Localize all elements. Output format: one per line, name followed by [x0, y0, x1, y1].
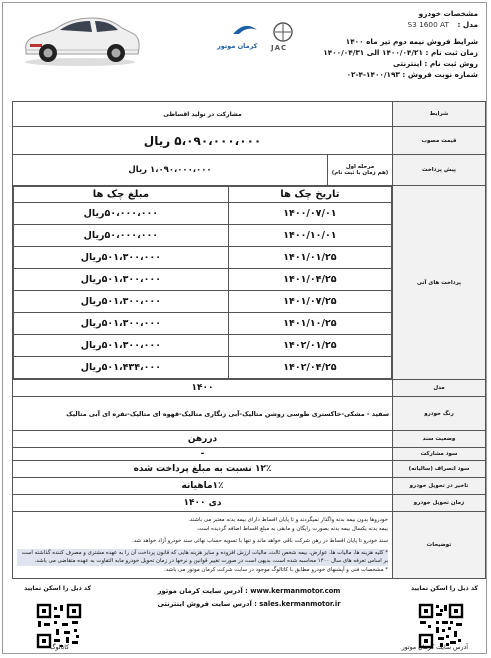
notes-label: توضیحات	[393, 512, 486, 579]
table-row	[14, 247, 392, 269]
header-info	[278, 8, 478, 80]
car-image	[18, 6, 143, 68]
check-date: ۱۴۰۲/۰۱/۲۵	[228, 335, 391, 357]
qr-code-site[interactable]	[418, 603, 464, 649]
check-amount: ۵۰۱،۳۰۰،۰۰۰ریال	[14, 269, 229, 291]
col-amount-header: مبلغ چک ها	[14, 187, 229, 203]
table-row	[14, 291, 392, 313]
prepay-cell	[13, 155, 393, 186]
profit-label: سود مشارکت	[393, 448, 486, 461]
checks-table	[13, 186, 392, 379]
color-value: سفید - مشکی-خاکستری طوسی روشن متالیک-آبی زنگاری متالیک-قهوه ای متالیک-نقره ای آبی متالیک	[13, 397, 393, 431]
spec-table	[12, 101, 486, 579]
model-value: S3 1600 AT	[407, 20, 449, 29]
note-item: بیمه بدنه یکسال بیمه بدنه بصورت رایگان و مابقی به مبلغ اقساط اضافه گردیده است.	[196, 525, 388, 532]
prepay-value: ۱،۰۹۰،۰۰۰،۰۰۰ ریال	[128, 165, 212, 175]
check-amount: ۵۰۱،۴۳۴،۰۰۰ریال	[14, 357, 229, 379]
col-date-header: تاریخ چک ها	[228, 187, 391, 203]
annual-profit-label: سود انصراف (سالیانه)	[393, 461, 486, 478]
sale-conditions-line: شرایط فروش نیمه دوم تیر ماه ۱۴۰۰	[345, 37, 478, 46]
check-amount: ۵۰۱،۳۰۰،۰۰۰ریال	[14, 335, 229, 357]
check-date: ۱۴۰۱/۰۱/۲۵	[228, 247, 391, 269]
price-value: ۵،۰۹۰،۰۰۰،۰۰۰ ریال	[13, 127, 393, 155]
scan-left-caption: کد ذیل را اسکن نمایید	[24, 585, 92, 592]
qr-catalog-caption: کاتالوگ	[50, 644, 70, 651]
model-line	[278, 19, 478, 30]
docs-value: دررهن	[13, 431, 393, 448]
qr-code-catalog[interactable]	[36, 603, 82, 649]
model-year-value: ۱۴۰۰	[13, 380, 393, 397]
check-amount: ۵۰۱،۳۰۰،۰۰۰ریال	[14, 247, 229, 269]
stage-sub: (هم زمان با ثبت نام)	[331, 170, 389, 176]
stage-label: مرحله اول	[345, 164, 375, 170]
qr-code-icon	[418, 603, 464, 649]
check-amount: ۵۰،۰۰۰،۰۰۰ریال	[14, 225, 229, 247]
site-link[interactable]: www.kermanmotor.com : آدرس سایت کرمان موتور	[157, 587, 341, 595]
installments-label: پرداخت های آتی	[393, 186, 486, 380]
brand-jac-label: JAC	[271, 44, 288, 52]
check-date: ۱۴۰۱/۱۰/۲۵	[228, 313, 391, 335]
delay-value: ۱٪ماهیانه	[13, 478, 393, 495]
note-item: * کلیه هزینه ها، مالیات ها، عوارض، بیمه شخص ثالث، مالیات ارزش افزوده و سایر هزینه هایی که قانون پرداخت آن را به عهده مشتری و مصرف کننده گذاشته است بر اساس تعرفه های سال ۱۴۰۰ محاسبه شده است، بدیهی است در صورت تغییر قوانین و نرخها در زمان تحویل خودرو مابه التفاوت به عهده متقاضی می باشد.	[17, 549, 388, 566]
check-amount: ۵۰،۰۰۰،۰۰۰ریال	[14, 203, 229, 225]
note-item: * مشخصات فنی و آپشنهای خودرو مطابق با کاتالوگ موجود در سایت شرکت کرمان موتور می باشد.	[164, 566, 388, 573]
table-row	[14, 335, 392, 357]
footer	[12, 577, 486, 649]
model-year-label: مدل	[393, 380, 486, 397]
color-label: رنگ خودرو	[393, 397, 486, 431]
price-label: قیمت مصوب	[393, 127, 486, 155]
stage-cell	[327, 155, 392, 185]
table-row	[14, 225, 392, 247]
registration-method-line: روش ثبت نام : اینترنتی	[393, 59, 478, 68]
docs-label: وضعیت سند	[393, 431, 486, 448]
brand-kerman-label: کرمان موتور	[217, 42, 258, 50]
delay-label: تاخیر در تحویل خودرو	[393, 478, 486, 495]
profit-value: -	[13, 448, 393, 461]
annual-profit-value: ۱۲٪ نسبت به مبلغ پرداخت شده	[13, 461, 393, 478]
table-row	[14, 357, 392, 379]
scan-right-caption: کد ذیل را اسکن نمایید	[410, 585, 478, 592]
model-label: مدل :	[457, 20, 478, 29]
check-date: ۱۴۰۰/۰۷/۰۱	[228, 203, 391, 225]
check-amount: ۵۰۱،۳۰۰،۰۰۰ریال	[14, 291, 229, 313]
conditions-label: شرایط	[393, 102, 486, 127]
header-title: مشخصات خودرو	[418, 9, 478, 18]
qr-code-icon	[36, 603, 82, 649]
check-date: ۱۴۰۲/۰۴/۲۵	[228, 357, 391, 379]
table-row	[14, 269, 392, 291]
check-date: ۱۴۰۱/۰۷/۲۵	[228, 291, 391, 313]
delivery-value: دی ۱۴۰۰	[13, 495, 393, 512]
qr-site-caption: آدرس سایت کرمان موتور	[401, 644, 468, 651]
registration-date-line: زمان ثبت نام : ۱۴۰۰/۰۴/۲۱ الی ۱۴۰۰/۰۴/۳۱	[323, 48, 478, 57]
check-date: ۱۴۰۱/۰۴/۲۵	[228, 269, 391, 291]
note-item: سند خودرو تا پایان اقساط در رهن شرکت باقی خواهد ماند و تنها با تسویه حساب نهائی سند خودرو آزاد خواهد شد.	[132, 538, 388, 544]
header	[8, 4, 484, 94]
delivery-label: زمان تحویل خودرو	[393, 495, 486, 512]
sale-number-line: شماره نوبت فروش : ۱۴۰۰/۱۹۳-۴-۰۲	[346, 70, 478, 79]
check-date: ۱۴۰۰/۱۰/۰۱	[228, 225, 391, 247]
check-amount: ۵۰۱،۳۰۰،۰۰۰ریال	[14, 313, 229, 335]
prepay-label: پیش پرداخت	[393, 155, 486, 186]
table-row	[14, 203, 392, 225]
sales-link[interactable]: sales.kermanmotor.ir : آدرس سایت فروش اینترنتی	[157, 600, 341, 608]
note-item: خودروها بدون بیمه بدنه واگذار نمیگردند و تا پایان اقساط دارای بیمه بدنه معتبر می باشند.	[188, 517, 388, 523]
notes-cell	[13, 512, 393, 579]
installments-cell	[13, 186, 393, 380]
table-row	[14, 313, 392, 335]
conditions-value: مشارکت در تولید اقساطی	[13, 102, 393, 127]
